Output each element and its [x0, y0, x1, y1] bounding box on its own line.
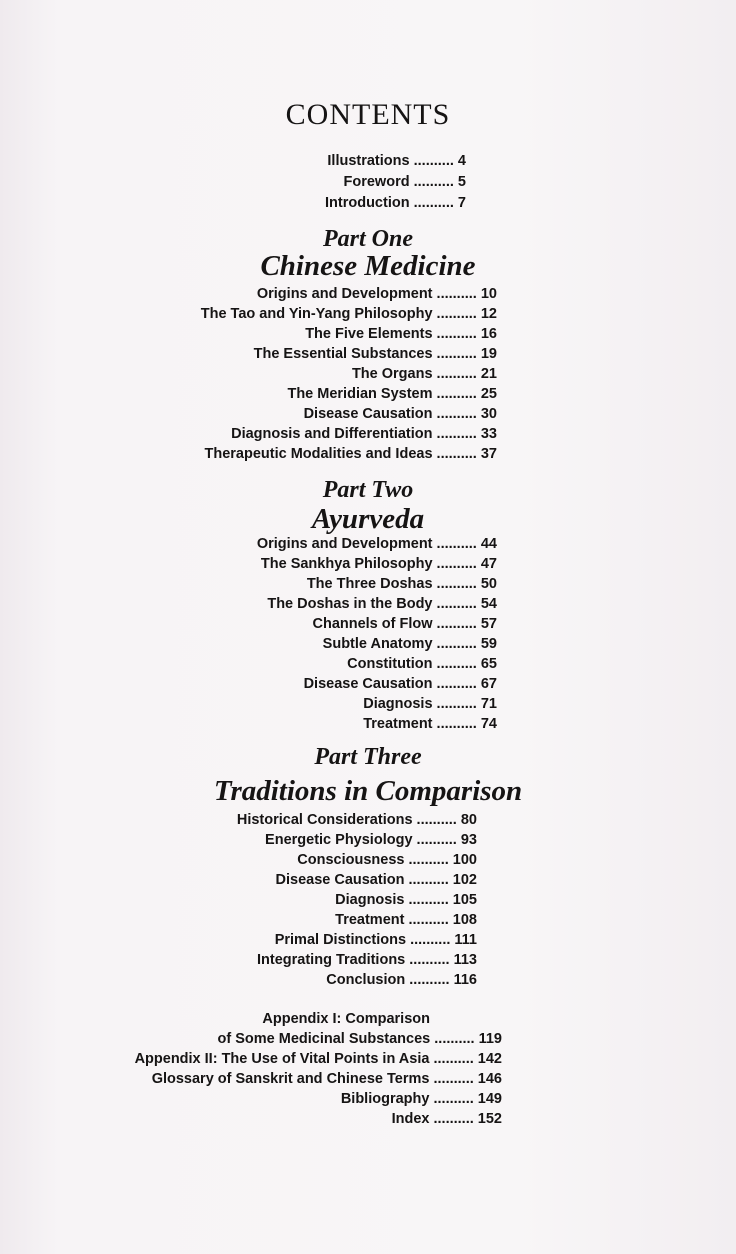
toc-entry-label: Historical Considerations [236, 812, 413, 828]
toc-entry[interactable] [267, 594, 497, 614]
toc-page-number: 116 [453, 972, 477, 988]
toc-entry-label: Energetic Physiology [265, 832, 413, 848]
toc-page-number: 5 [457, 174, 466, 190]
toc-page-number: 152 [477, 1111, 502, 1127]
toc-page-number: 25 [480, 386, 497, 402]
toc-entry-label: Diagnosis [363, 696, 433, 712]
toc-entry[interactable] [254, 344, 497, 364]
toc-entry-label: The Five Elements [305, 326, 433, 342]
toc-page-number: 142 [477, 1051, 502, 1067]
toc-page-number: 30 [480, 406, 497, 422]
toc-entry[interactable] [305, 324, 497, 344]
toc-page-number: 146 [477, 1071, 502, 1087]
toc-leader-dots: .......... [404, 892, 453, 908]
toc-entry-label: Treatment [363, 716, 433, 732]
toc-leader-dots: .......... [432, 636, 481, 652]
part-label: Part Three [314, 744, 422, 770]
toc-entry-label: The Meridian System [287, 386, 433, 402]
part-title: Chinese Medicine [260, 250, 476, 282]
toc-page-number: 33 [480, 426, 497, 442]
toc-leader-dots: .......... [429, 1051, 478, 1067]
toc-page-number: 10 [480, 286, 497, 302]
toc-entry[interactable] [237, 810, 477, 830]
toc-page-number: 50 [480, 576, 497, 592]
toc-leader-dots: .......... [409, 195, 458, 211]
toc-page-number: 108 [452, 912, 477, 928]
toc-page-number: 102 [452, 872, 477, 888]
toc-leader-dots: .......... [432, 386, 481, 402]
toc-entry[interactable] [304, 674, 497, 694]
toc-page-number: 105 [452, 892, 477, 908]
toc-page-number: 65 [480, 656, 497, 672]
toc-page-number: 37 [480, 446, 497, 462]
toc-entry[interactable] [152, 1069, 502, 1089]
toc-entry[interactable] [363, 714, 497, 734]
toc-leader-dots: .......... [432, 366, 481, 382]
toc-leader-dots: .......... [429, 1071, 478, 1087]
toc-entry-label: Origins and Development [256, 286, 433, 302]
toc-entry-label: Constitution [347, 656, 433, 672]
toc-entry-label: Therapeutic Modalities and Ideas [204, 446, 433, 462]
toc-entry-label: Treatment [335, 912, 405, 928]
toc-leader-dots: .......... [404, 872, 453, 888]
toc-entry-label: The Three Doshas [306, 576, 433, 592]
toc-leader-dots: .......... [432, 716, 481, 732]
toc-entry[interactable] [276, 870, 478, 890]
toc-entry[interactable] [325, 193, 466, 213]
part-label: Part Two [322, 477, 414, 503]
toc-entry-label: Diagnosis and Differentiation [231, 426, 433, 442]
toc-entry[interactable] [204, 444, 497, 464]
toc-entry[interactable] [392, 1109, 502, 1129]
toc-entry[interactable] [347, 654, 497, 674]
toc-page-number: 12 [480, 306, 497, 322]
toc-entry-label: Primal Distinctions [274, 932, 407, 948]
appendix-heading: Appendix I: Comparison [262, 1011, 430, 1027]
toc-leader-dots: .......... [404, 912, 453, 928]
page-title: CONTENTS [285, 98, 451, 131]
toc-leader-dots: .......... [432, 656, 481, 672]
toc-leader-dots: .......... [409, 174, 458, 190]
toc-entry-label: The Organs [351, 366, 433, 382]
toc-entry[interactable] [287, 384, 497, 404]
toc-page-number: 47 [480, 556, 497, 572]
toc-leader-dots: .......... [430, 1031, 479, 1047]
toc-page-number: 71 [480, 696, 497, 712]
toc-entry-label: Disease Causation [303, 676, 433, 692]
toc-entry-label: Consciousness [297, 852, 405, 868]
toc-entry-label: Conclusion [326, 972, 406, 988]
toc-leader-dots: .......... [432, 406, 481, 422]
toc-page-number: 16 [480, 326, 497, 342]
toc-page-number: 19 [480, 346, 497, 362]
toc-entry[interactable] [257, 950, 477, 970]
toc-leader-dots: .......... [432, 446, 481, 462]
toc-leader-dots: .......... [432, 426, 481, 442]
toc-page-number: 100 [452, 852, 477, 868]
toc-entry[interactable] [307, 574, 497, 594]
toc-page-number: 149 [477, 1091, 502, 1107]
toc-entry[interactable] [265, 830, 477, 850]
toc-entry[interactable] [304, 404, 497, 424]
toc-entry-label: Origins and Development [256, 536, 433, 552]
toc-leader-dots: .......... [432, 346, 481, 362]
toc-page-number: 74 [480, 716, 497, 732]
toc-entry[interactable] [344, 172, 466, 192]
toc-entry[interactable] [231, 424, 497, 444]
toc-entry[interactable] [341, 1089, 502, 1109]
toc-entry-label: Integrating Traditions [257, 952, 406, 968]
toc-entry[interactable] [135, 1049, 502, 1069]
toc-entry[interactable] [312, 614, 497, 634]
toc-entry[interactable] [297, 850, 477, 870]
toc-leader-dots: .......... [432, 576, 481, 592]
toc-leader-dots: .......... [432, 326, 481, 342]
toc-entry-label: Subtle Anatomy [322, 636, 433, 652]
toc-leader-dots: .......... [405, 972, 454, 988]
toc-page-number: 21 [480, 366, 497, 382]
toc-entry[interactable] [257, 534, 497, 554]
toc-entry-label: Appendix II: The Use of Vital Points in Asia [134, 1051, 430, 1067]
toc-page-number: 59 [480, 636, 497, 652]
toc-entry[interactable] [218, 1029, 502, 1049]
toc-entry-label: Glossary of Sanskrit and Chinese Terms [151, 1071, 430, 1087]
toc-entry[interactable] [323, 634, 497, 654]
toc-entry[interactable] [352, 364, 497, 384]
toc-entry-label: Disease Causation [275, 872, 405, 888]
toc-leader-dots: .......... [412, 812, 461, 828]
toc-leader-dots: .......... [432, 556, 481, 572]
toc-leader-dots: .......... [432, 306, 481, 322]
toc-page-number: 93 [460, 832, 477, 848]
toc-entry-label: The Sankhya Philosophy [260, 556, 433, 572]
toc-entry-label: Bibliography [340, 1091, 430, 1107]
toc-entry-label: The Tao and Yin-Yang Philosophy [200, 306, 433, 322]
toc-leader-dots: .......... [409, 153, 458, 169]
toc-leader-dots: .......... [405, 952, 454, 968]
toc-page-number: 54 [480, 596, 497, 612]
toc-entry-label: Foreword [343, 174, 410, 190]
toc-entry-label: Channels of Flow [312, 616, 433, 632]
toc-leader-dots: .......... [406, 932, 455, 948]
toc-page-number: 119 [478, 1031, 502, 1047]
toc-page-number: 57 [480, 616, 497, 632]
toc-entry[interactable] [275, 930, 477, 950]
toc-entry[interactable] [363, 694, 497, 714]
part-title: Traditions in Comparison [213, 775, 523, 807]
toc-entry-label: The Doshas in the Body [267, 596, 433, 612]
toc-leader-dots: .......... [432, 696, 481, 712]
toc-entry[interactable] [335, 890, 477, 910]
toc-entry[interactable] [326, 970, 477, 990]
toc-page-number: 4 [457, 153, 466, 169]
toc-entry-label: Diagnosis [335, 892, 405, 908]
toc-entry-label: Index [391, 1111, 430, 1127]
toc-entry[interactable] [327, 151, 466, 171]
toc-leader-dots: .......... [432, 596, 481, 612]
toc-entry-label: of Some Medicinal Substances [217, 1031, 431, 1047]
toc-entry-label: The Essential Substances [253, 346, 433, 362]
part-title: Ayurveda [311, 503, 425, 535]
toc-page-number: 80 [460, 812, 477, 828]
toc-page-number: 67 [480, 676, 497, 692]
toc-entry[interactable] [261, 554, 497, 574]
toc-leader-dots: .......... [432, 286, 481, 302]
toc-page-number: 44 [480, 536, 497, 552]
toc-entry[interactable] [201, 304, 497, 324]
part-label: Part One [323, 226, 413, 252]
toc-leader-dots: .......... [429, 1091, 478, 1107]
toc-entry-label: Disease Causation [303, 406, 433, 422]
toc-entry-label: Introduction [325, 195, 410, 211]
toc-page-number: 111 [454, 932, 477, 948]
toc-leader-dots: .......... [429, 1111, 478, 1127]
toc-page-number: 7 [457, 195, 466, 211]
toc-leader-dots: .......... [432, 536, 481, 552]
toc-leader-dots: .......... [412, 832, 461, 848]
toc-entry-label: Illustrations [327, 153, 410, 169]
toc-page-number: 113 [453, 952, 477, 968]
toc-leader-dots: .......... [404, 852, 453, 868]
toc-leader-dots: .......... [432, 676, 481, 692]
toc-entry[interactable] [257, 284, 497, 304]
toc-entry[interactable] [335, 910, 477, 930]
toc-leader-dots: .......... [432, 616, 481, 632]
